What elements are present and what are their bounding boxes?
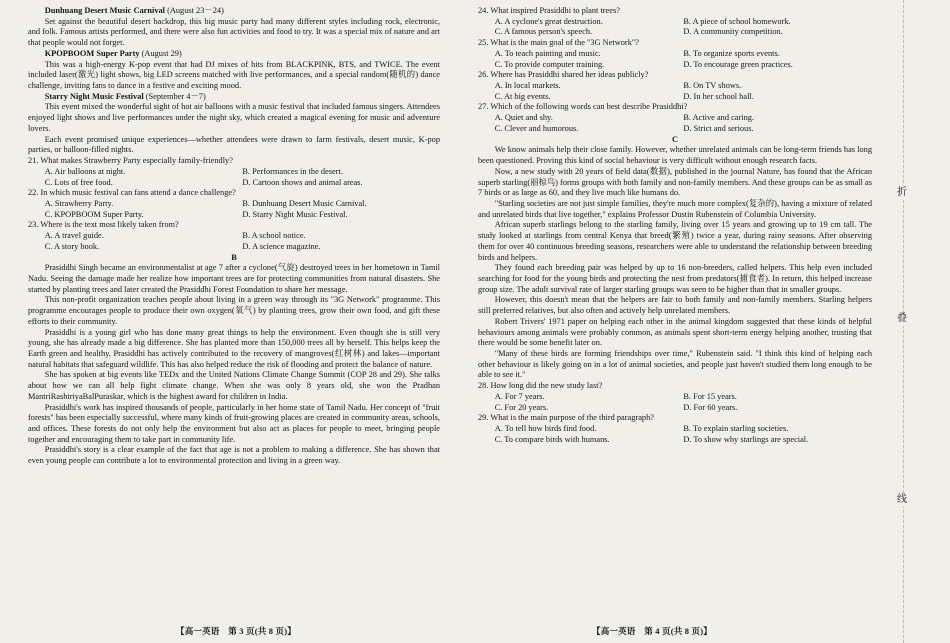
question: 28. How long did the new study last? <box>478 381 603 391</box>
answer-option: C. KPOPBOOM Super Party. <box>44 209 144 219</box>
binding-label-fold: 折 <box>897 187 907 198</box>
answer-option: A. Strawberry Party. <box>44 198 114 208</box>
answer-option: D. Cartoon shows and animal areas. <box>242 177 363 187</box>
question: 27. Which of the following words can best describe Prasiddhi? <box>478 102 688 112</box>
paragraph: We know animals help their close family. However, whether unrelated animals can be long-term friends has long been questioned. Proving this kind of social behaviour is very difficult without enough research facts. <box>478 145 872 166</box>
binding-label-stack: 叠 <box>897 313 907 324</box>
answer-options <box>28 167 440 188</box>
paragraph: African superb starlings belong to the starling family, living over 15 years and growing up to 19 cm tall. The study looked at starlings from central Kenya that breed(繁殖) twice a year, during rainy seasons. After observing them for over 40 continuous breeding seasons, researchers were able to understand the relationship between breeding birds and helpers. <box>478 220 872 262</box>
answer-option: B. To explain starling societies. <box>683 424 789 434</box>
section-letter: B <box>231 252 237 262</box>
answer-options <box>478 49 872 70</box>
paragraph: Prasiddhi's story is a clear example of the fact that age is not a problem to making a difference. She has shown that even young people can contribute a lot to environmental protection and living in a green way. <box>28 445 440 466</box>
answer-option: A. Quiet and shy. <box>494 113 553 123</box>
paragraph: Now, a new study with 20 years of field data(数据), published in the journal Nature, has found that the African superb starling(丽椋鸟) forms groups with both family and non-family members. And these groups can be as small as 7 birds or as large as 60, and they live much like humans do. <box>478 166 872 198</box>
answer-options <box>478 392 872 413</box>
answer-options <box>478 17 872 38</box>
answer-option: B. A school notice. <box>242 231 306 241</box>
answer-option: A. To tell how birds find food. <box>494 424 597 434</box>
answer-option: C. A famous person's speech. <box>494 27 593 37</box>
question: 22. In which music festival can fans attend a dance challenge? <box>28 188 236 198</box>
answer-option: C. A story book. <box>44 241 100 251</box>
answer-option: D. Starry Night Music Festival. <box>242 209 348 219</box>
event-date: (August 23－24) <box>167 6 224 15</box>
answer-option: C. For 20 years. <box>494 402 549 412</box>
right-page-footer: 【高一英语 第 4 页(共 8 页)】 <box>592 626 712 636</box>
event-heading <box>45 92 440 103</box>
paragraph: Prasiddhi's work has inspired thousands of people, particularly in her home state of Tamil Nadu. Her concept of "fruit forests" has been especially successful, where many kinds of fruit-growing places are created in community areas, schools, and offices. These forests do not only help the environment but also act as places for people to meet, bringing people together and encouraging them to take part in community life. <box>28 402 440 444</box>
answer-option: D. A community competition. <box>683 27 783 37</box>
answer-options <box>28 231 440 252</box>
answer-option: A. To teach painting and music. <box>494 48 601 58</box>
left-page-column <box>28 6 440 467</box>
paragraph: She has spoken at big events like TEDx and the United Nations Climate Change Summit (COP 28 and 29). She talks about how we can all help fight climate change. When she was only 8 years old, she won the Pradhan MantriRashtriyaBalPuraskar, which is the highest award for children in India. <box>28 370 440 401</box>
question: 23. Where is the text most likely taken from? <box>28 220 179 230</box>
event-date: (August 29) <box>141 48 182 58</box>
answer-option: C. To compare birds with humans. <box>494 434 610 444</box>
event-heading <box>45 49 440 60</box>
answer-option: A. A cyclone's great destruction. <box>494 16 603 26</box>
answer-option: A. For 7 years. <box>494 391 545 401</box>
paragraph: Each event promised unique experiences—whether attendees were drawn to farm festivals, desert music, K-pop parties, or balloon-filled nights. <box>28 134 440 155</box>
paragraph: They found each breeding pair was helped by up to 16 non-breeders, called helpers. This help even included searching for food for the young birds and protecting the nest from predators(捕食者). In return, this helped increase group size. The adult survival rate of larger starling groups was seen to be higher than that in smaller groups. <box>478 263 872 294</box>
paragraph: "Many of these birds are forming friendships over time," Rubenstein said. "I think this kind of helping each other behaviour is likely going on in a lot of animal societies, and people just haven't studied them long enough to be able to see it." <box>478 349 872 380</box>
answer-option: D. To show why starlings are special. <box>683 434 809 444</box>
question: 24. What inspired Prasiddhi to plant trees? <box>478 6 620 15</box>
answer-options <box>28 199 440 220</box>
paragraph: Robert Trivers' 1971 paper on helping each other in the animal kingdom suggested that these kinds of helpful behaviours among animals were probably common, as animals spent short-term energy helping another, trusting that there would be some benefit later on. <box>478 316 872 348</box>
left-page-footer: 【高一英语 第 3 页(共 8 页)】 <box>176 626 296 636</box>
paragraph: "Starling societies are not just simple families, they're much more complex(复杂的), having a mixture of related and unrelated birds that live together," explains Professor Dustin Rubenstein of Columbia University. <box>478 198 872 219</box>
answer-options <box>478 113 872 134</box>
answer-option: C. Lots of free food. <box>44 177 113 187</box>
event-title: Dunhuang Desert Music Carnival <box>44 6 165 15</box>
paragraph: Prasiddhi is a young girl who has done many great things to help the environment. Even though she is still very young, she has already made a big difference. She has planted more than 150,000 trees all by herself. This helps keep the Earth green and healthy. Prasiddhi has actively contributed to the recovery of mangroves(红树林) and lakes—important natural habitats that safeguard wildlife. This has also helped reduce the risk of flooding and protect the balance of nature. <box>28 327 440 369</box>
answer-option: A. In local markets. <box>494 81 561 91</box>
answer-option: B. A piece of school homework. <box>683 16 791 26</box>
answer-option: D. For 60 years. <box>683 402 738 412</box>
answer-option: C. At big events. <box>494 91 551 101</box>
paragraph: This non-profit organization teaches people about living in a green way through its "3G Network" programme. This programme encourages people to produce their own oxygen(氧气) by planting trees, grow their own food, and gift these efforts to their community. <box>28 295 440 326</box>
event-date: (September 4－7) <box>145 91 206 101</box>
event-title: Starry Night Music Festival <box>44 91 144 101</box>
question: 26. Where has Prasiddhi shared her ideas publicly? <box>478 70 649 80</box>
paragraph: This was a high-energy K-pop event that had DJ mixes of hits from BLACKPINK, BTS, and TWICE. The event included laser(激光) light shows, big LED screens matched with live performances, and a special random(随机的) dance challenge, inviting fans to dance in a festive and exciting mood. <box>28 59 440 91</box>
answer-option: B. For 15 years. <box>683 391 737 401</box>
event-title: KPOPBOOM Super Party <box>44 48 140 58</box>
paragraph: However, this doesn't mean that the helpers are fair to both family and non-family members. Starling helpers still preferred relatives, but also often and actively help unrelated members. <box>478 295 872 316</box>
answer-option: D. Strict and serious. <box>683 123 754 133</box>
paragraph: Prasiddhi Singh became an environmentalist at age 7 after a cyclone(气旋) destroyed trees in her hometown in Tamil Nadu. Seeing the damage made her realize how important trees are for protecting communities from natural disasters. She started by planting trees and later created the Prasiddhi Forest Foundation to share her message. <box>28 263 440 294</box>
answer-options <box>478 81 872 102</box>
answer-option: C. To provide computer training. <box>494 59 605 69</box>
answer-option: B. On TV shows. <box>683 81 742 91</box>
answer-option: D. In her school hall. <box>683 91 754 101</box>
answer-option: B. Active and caring. <box>683 113 755 123</box>
question: 29. What is the main purpose of the third paragraph? <box>478 413 654 423</box>
answer-option: B. Performances in the desert. <box>242 166 343 176</box>
event-heading <box>45 6 440 17</box>
answer-option: C. Clever and humorous. <box>494 123 579 133</box>
question: 21. What makes Strawberry Party especially family-friendly? <box>28 156 233 166</box>
question: 25. What is the main goal of the "3G Network"? <box>478 38 639 48</box>
answer-options <box>478 424 872 445</box>
binding-label-line: 线 <box>897 494 907 505</box>
section-letter: C <box>671 134 679 144</box>
answer-option: A. A travel guide. <box>44 231 104 241</box>
answer-option: D. A science magazine. <box>242 241 321 251</box>
right-page-column <box>478 6 872 445</box>
paragraph: This event mixed the wonderful sight of hot air balloons with a music festival that included famous singers. Attendees enjoyed light shows and live performances under the night sky, which created a magical evening for music and adventure lovers. <box>28 102 440 133</box>
answer-option: B. Dunhuang Desert Music Carnival. <box>242 198 367 208</box>
answer-option: D. To encourage green practices. <box>683 59 793 69</box>
answer-option: A. Air balloons at night. <box>44 166 126 176</box>
answer-option: B. To organize sports events. <box>683 48 780 58</box>
paragraph: Set against the beautiful desert backdrop, this big music party had many different styles including rock, electronic, and folk. Famous artists performed, and there were also fun activities and food to try. It was a special mix of nature and art that people would not forget. <box>28 16 440 48</box>
